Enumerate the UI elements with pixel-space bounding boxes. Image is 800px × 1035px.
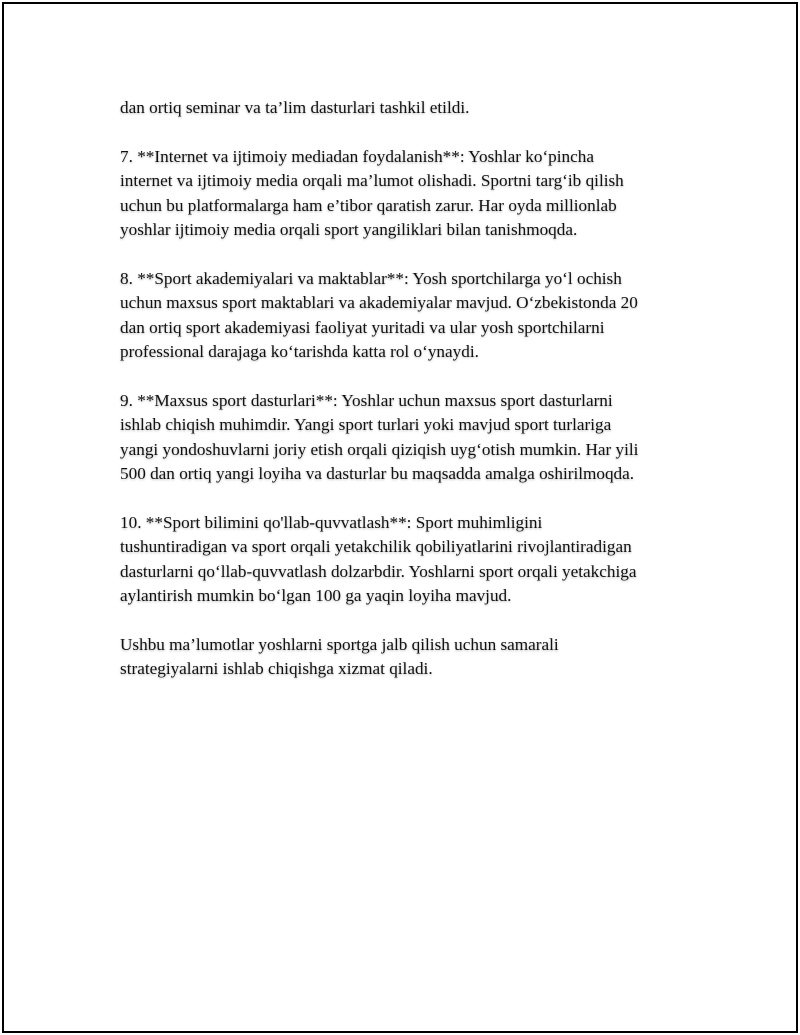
paragraph-item-8: 8. **Sport akademiyalari va maktablar**: Yosh sportchilarga yo‘l ochish uchun maxsus sport maktablari va akademiyalar mavjud. O‘zbekistonda 20 dan ortiq sport akademiyasi faoliyat yuritadi va ular yosh sportchilarni professional darajaga ko‘tarishda katta rol o‘ynaydi. — [120, 268, 638, 362]
paragraph-continuation: dan ortiq seminar va ta’lim dasturlari tashkil etildi. — [120, 98, 470, 117]
paragraph-item-9: 9. **Maxsus sport dasturlari**: Yoshlar uchun maxsus sport dasturlarni ishlab chiqish muhimdir. Yangi sport turlari yoki mavjud sport turlariga yangi yondoshuvlarni joriy etish orqali qiziqish uyg‘otish mumkin. Har yili 500 dan ortiq yangi loyiha va dasturlar bu maqsadda amalga oshirilmoqda. — [120, 390, 639, 484]
document-page — [2, 2, 798, 1033]
paragraph-conclusion: Ushbu ma’lumotlar yoshlarni sportga jalb qilish uchun samarali strategiyalarni ishlab chiqishga xizmat qiladi. — [120, 634, 559, 679]
paragraph-item-7: 7. **Internet va ijtimoiy mediadan foydalanish**: Yoshlar ko‘pincha internet va ijtimoiy media orqali ma’lumot olishadi. Sportni targ‘ib qilish uchun bu platformalarga ham e’tibor qaratish zarur. Har oyda millionlab yoshlar ijtimoiy media orqali sport yangiliklari bilan tanishmoqda. — [120, 146, 624, 240]
document-body — [120, 96, 680, 706]
paragraph-item-10: 10. **Sport bilimini qo'llab-quvvatlash**: Sport muhimligini tushuntiradigan va sport orqali yetakchilik qobiliyatlarini rivojlantiradigan dasturlarni qo‘llab-quvvatlash dolzarbdir. Yoshlarni sport orqali yetakchiga aylantirish mumkin bo‘lgan 100 ga yaqin loyiha mavjud. — [120, 512, 637, 606]
